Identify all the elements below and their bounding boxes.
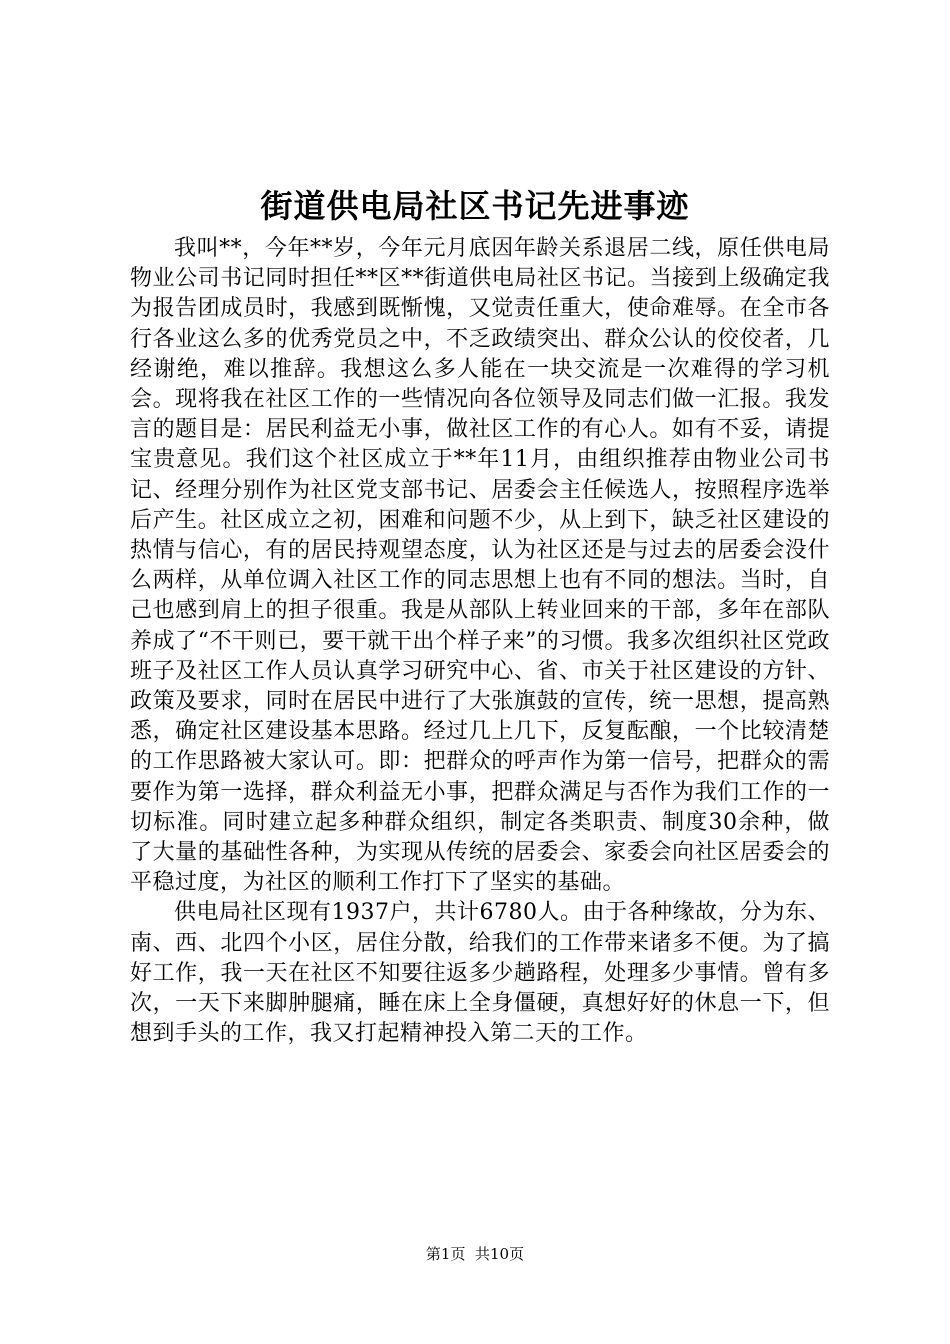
page-number: 第1页 [425, 1245, 466, 1263]
page-footer [0, 1243, 950, 1265]
paragraph-1: 我叫**，今年**岁，今年元月底因年龄关系退居二线，原任供电局物业公司书记同时担任**区**街道供电局社区书记。当接到上级确定我为报告团成员时，我感到既惭愧，又觉责任重大，使命难辱。在全市各行各业这么多的优秀党员之中，不乏政绩突出、群众公认的佼佼者，几经谢绝，难以推辞。我想这么多人能在一块交流是一次难得的学习机会。现将我在社区工作的一些情况向各位领导及同志们做一汇报。我发言的题目是：居民利益无小事，做社区工作的有心人。如有不妥，请提宝贵意见。我们这个社区成立于**年11月，由组织推荐由物业公司书记、经理分别作为社区党支部书记、居委会主任候选人，按照程序选举后产生。社区成立之初，困难和问题不少，从上到下，缺乏社区建设的热情与信心，有的居民持观望态度，认为社区还是与过去的居委会没什么两样，从单位调入社区工作的同志思想上也有不同的想法。当时，自己也感到肩上的担子很重。我是从部队上转业回来的干部，多年在部队养成了“不干则已，要干就干出个样子来”的习惯。我多次组织社区党政班子及社区工作人员认真学习研究中心、省、市关于社区建设的方针、政策及要求，同时在居民中进行了大张旗鼓的宣传，统一思想，提高熟悉，确定社区建设基本思路。经过几上几下，反复酝酿，一个比较清楚的工作思路被大家认可。即：把群众的呼声作为第一信号，把群众的需要作为第一选择，群众利益无小事，把群众满足与否作为我们工作的一切标准。同时建立起多种群众组织，制定各类职责、制度30余种，做了大量的基础性各种，为实现从传统的居委会、家委会向社区居委会的平稳过度，为社区的顺利工作打下了坚实的基础。 [130, 236, 830, 896]
page-total: 共10页 [475, 1245, 525, 1263]
paragraph-2: 供电局社区现有1937户，共计6780人。由于各种缘故，分为东、南、西、北四个小区，居住分散，给我们的工作带来诸多不便。为了搞好工作，我一天在社区不知要往返多少趟路程，处理多少事情。曾有多次，一天下来脚肿腿痛，睡在床上全身僵硬，真想好好的休息一下，但想到手头的工作，我又打起精神投入第二天的工作。 [130, 900, 830, 1047]
document-title: 街道供电局社区书记先进事迹 [260, 187, 690, 225]
document-body [130, 234, 830, 1049]
footer-separator [465, 1245, 475, 1263]
